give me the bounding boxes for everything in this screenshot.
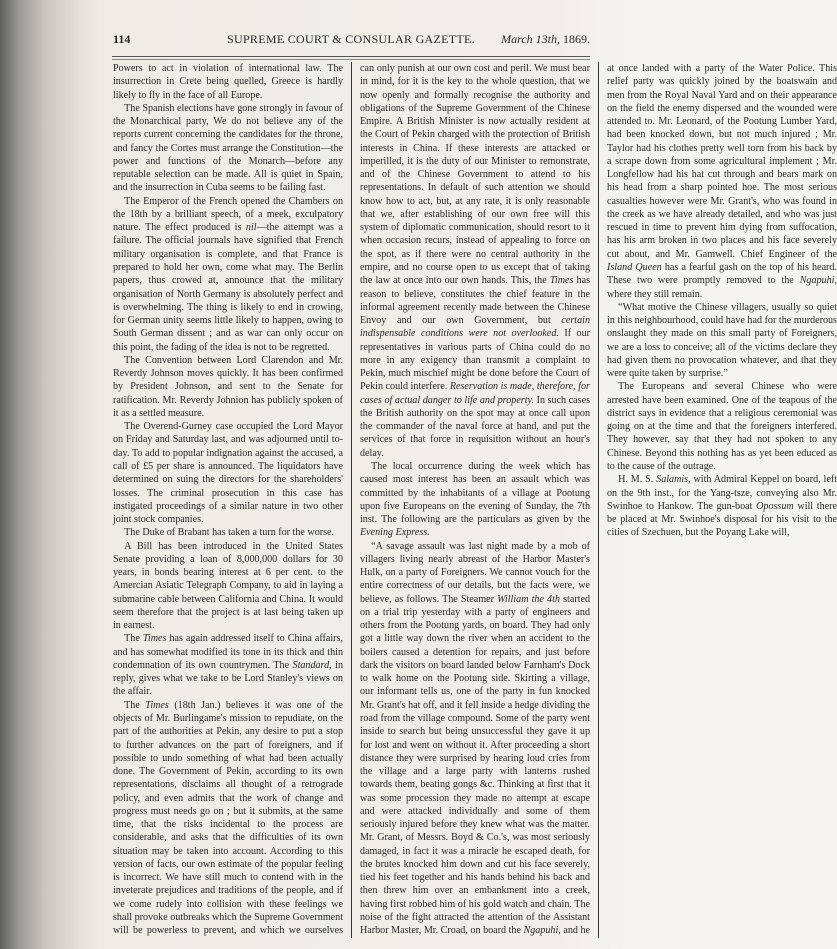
italic-text: certain indispensable conditions were not overlooked. (360, 315, 590, 340)
article-paragraph (607, 380, 837, 473)
article-paragraph (113, 195, 343, 354)
text-run: has reason to believe, constitutes the chief feature in the informal agreement recently made between the Chinese Envoy and our own Government, but (360, 275, 590, 327)
article-paragraph (113, 632, 343, 698)
text-run: “A savage assault was last night made by a mob of villagers living nearly abreast of the Harbor Master's Hulk, on a party of Foreigners. We cannot vouch for the entire correctness of our details, but the facts were, we believe, as follows. The Steamer (360, 540, 590, 605)
italic-text: Times (142, 633, 167, 645)
article-paragraph (113, 354, 343, 420)
text-run: The (124, 699, 146, 711)
article-body (113, 62, 837, 938)
italic-text: Times (549, 275, 574, 287)
text-run: , with Admiral Keppel on board, left on the 9th inst., for the Yang-tsze, conveying also Mr. Swinhoe to Hankow. The gun-boat (607, 474, 837, 512)
text-run: , where they still remain. (607, 275, 837, 300)
text-run: The Convention between Lord Clarendon and Mr. Reverdy Johnson moves quickly. It has been confirmed by President Johnson, and sent to the Senate for ratification. Mr. Reverdy Johnion has publicly spoken of it as a settled measure. (113, 354, 343, 419)
page-number: 114 (113, 32, 131, 46)
text-run: H. M. S. (618, 474, 657, 486)
article-paragraph (113, 420, 343, 526)
issue-date (501, 32, 590, 47)
text-run: The Duke of Brabant has taken a turn for the worse. (124, 527, 335, 539)
header-rule (112, 56, 590, 60)
text-run: (18th Jan.) believes it was one of the objects of Mr. Burlingame's mission to repudiate, on the part of the authorities at Pekin, any desire to put a stop to further advances on the part of foreigners, and if possible to undo something of what had been actually done. The Government of Pekin, according to its own representations, disclaims all thought of a retrograde policy, and even admits that the work of change and progress must needs go on ; but it submits, at the same time, that the risks incidental to the process are considerable, and asks that the difficulties of its own situation may be taken into account. According to this version of facts, our own estimate of the popular feeling is incorrect. We have still much to contend with in the inveterate prejudices and traditions of the people, and if we come rudely into collision with these feelings we shall provoke outbreaks which the Supreme Government will be powerless to prevent, and which we ourselves can only punish at our own cost and peril. We must bear in mind, for it is the key to the whole question, that we now openly and formally recognise the authority and obligations of the Supreme Government of the Chinese Empire. A British Minister is now actually resident at the Court of Pekin charged with the protection of British interests in China. If these interests are attacked or imperilled, it is the duty of our Minister to remonstrate, and of the Chinese Government to attend to his representations. In default of such attention we should know how to act, but, at any rate, it is only reasonable that we, after establishing of our own free will this system of diplomatic communication, should resort to it when occasion recurs, instead of appealing to force on the spot, as if there were no central authority in the empire, and no course open to us except that of taking the law at once into our own hands. This, the (113, 63, 590, 937)
text-run: If our representatives in various parts of China could do no more in any exigency than transmit a complaint to Pekin, much mischief might be done before the Court of Pekin could interfere. (360, 328, 590, 393)
text-run: , and he at once landed with a party of the Water Police. This relief party was quickly joined by the boatswain and men from the Royal Naval Yard and on their appearance on the field the enemy dispersed and the wounded were attended to. Mr. Leonard, of the Pootung Lumber Yard, had been knocked down, but not much injured ; Mr. Taylor had his clothes pretty well torn from his back by a scrape down from some agricultural implement ; Mr. Longfellow had his hat cut through and bears mark on his head from a sharp pointed hoe. The most serious casualties however were Mr. Grant's, who was found in the creek as we have already detailed, and who was just rescued in time to prevent him dying from suffocation, has his arm broken in two places and his face severely cut about, and Mr. Gamwell. Chief Engineer of the (558, 63, 837, 937)
article-paragraph (607, 301, 837, 381)
text-run: has again addressed itself to China affairs, and has somewhat modified its tone in its thick and thin condemnation of its own countrymen. The (113, 633, 343, 671)
article-paragraph (113, 540, 343, 633)
italic-text: Opossum (756, 500, 794, 512)
text-run: —the attempt was a failure. The official journals have signified that French military organisation is complete, and that France is prepared to hold her own, come what may. The Berlin papers, thus crowed at, announce that the military organisation of North Germany is absolutely perfect and is overwhelming. The thing is likely to end in crowing, for German unity seems little likely to happen, owing to South German dissent ; and as war can only occur on this point, the fading of the idea is not to be regretted. (113, 222, 343, 353)
italic-text: Ngapuhi (799, 275, 835, 287)
publication-title: SUPREME COURT & CONSULAR GAZETTE. (227, 32, 475, 46)
italic-text: Reservation is made, therefore, for cases of actual danger to life and property. (360, 381, 590, 406)
text-run: The Spanish elections have gone strongly in favour of the Monarchical party, We do not believe any of the reports current concerning the candidates for the throne, and fancy the Cortes must arrange the Constitution—the power and functions of the Monarch—before any reputable selection can be made. All is quiet in Spain, and the insurrection in Cuba seems to be failing fast. (113, 102, 343, 194)
article-paragraph (607, 473, 837, 539)
text-run: started on a trial trip yesterday with a party of engineers and others from the Pootung yards, on board. They had only got a little way down the river when an accident to the boilers caused a detention for repairs, and just before dark the visitors on board landed below Farnham's Dock to walk home on the Pootung side. Skirting a village, our informant tells us, one of the party in fun knocked Mr. Grant's hat off, and it fell inside a hedge dividing the road from the village compound. Some of the party went inside to search but being unsuccessful they gave it up for lost and went on without it. After proceeding a short distance they were surprised by hearing loud cries from the village and a large party with lanterns rushed towards them, beating gongs &c. Thinking at first that it was some procession they made no attempt at escape and were attacked individually and some of them seriously injured before they knew what was the matter. Mr. Grant, of Messrs. Boyd & Co.'s, was most seriously damaged, in fact it was a miracle he escaped death, for the brutes knocked him down and cut his face severely, tied his feet together and his hands behind his back and then threw him over an embankment into a creek, having first robbed him of his gold watch and chain. The noise of the fight attracted the attention of the Assistant Harbor Master, Mr. Croad, on board the (360, 593, 590, 937)
text-run: In such cases the British authority on the spot may at once call upon the commander of the naval force at hand, and put the services of that force in requisition without an hour's delay. (360, 394, 590, 459)
text-run: has a fearful gash on the top of his heard. These two were promptly removed to the (607, 261, 837, 287)
text-run: The Overend-Gurney case occupied the Lord Mayor on Friday and Saturday last, and was adjourned until to-day. To add to popular indignation against the accused, a call of £5 per share is announced. The liquidators have determined on suing the directors for the shareholders' losses. The criminal prosecution in this case has instigated proceedings of a similar nature in two other joint stock companies. (113, 421, 343, 526)
issue-date-day: March 13th, (501, 32, 560, 46)
italic-text: Times (145, 699, 169, 711)
text-run: Powers to act in violation of international law. The insurrection in Crete being quelled, Greece is hardly likely to fly in the face of all Europe. (113, 63, 343, 101)
italic-text: Evening Express. (360, 527, 430, 539)
article-paragraph (113, 102, 343, 195)
italic-text: William the 4th (497, 593, 560, 605)
italic-text: Standard (292, 659, 330, 671)
article-paragraph (113, 526, 343, 539)
text-run: “What motive the Chinese villagers, usually so quiet in this neighbourhood, could have had for the murderous onslaught they made on this small party of Foreigners, we are a loss to conceive; all of the victims declare they had given them no provocation whatever, and that they were quite taken by surprise.” (607, 301, 837, 380)
italic-text: Island Queen (607, 261, 662, 273)
text-run: A Bill has been introduced in the United States Senate providing a loan of 8,000,000 dollars for 30 years, in bonds bearing interest at 6 per cent. to the Amercian Asiatic Telegraph Company, to aid in laying a submarine cable between California and China. It would seem therefore that the project is at last being taken up in earnest. (113, 540, 343, 632)
italic-text: Ngapuhi (523, 925, 559, 937)
italic-text: nil (245, 222, 257, 234)
text-run: The local occurrence during the week which has caused most interest has been an assault which was committed by the inhabitants of a village at Pootung upon five Europeans on the evening of Sunday, the 7th inst. The following are the particulars as given by the (360, 460, 590, 526)
article-paragraph (360, 460, 590, 540)
text-run: The Emperor of the French opened the Chambers on the 18th by a brilliant speech, of a meek, exculpatory nature. The effect produced is (113, 195, 343, 234)
text-run: , in reply, gives what we take to be Lord Stanley's views on the affair. (113, 659, 343, 698)
italic-text: Salamis (656, 474, 689, 486)
issue-date-year: 1869. (563, 32, 590, 46)
text-run: The Europeans and several Chinese who were arrested have been examined. One of the teapous of the district says in evidence that a religious ceremonial was going on at the time and that the foreigners interfered. They however, say that they had not spoken to any Chinese. Beyond this nothing has as yet been educed as to the cause of the outrage. (607, 381, 837, 472)
text-run: The (124, 633, 143, 645)
article-paragraph (113, 62, 343, 102)
text-run: will there be placed at Mr. Swinhoe's disposal for his visit to the cities of Szechuen, but the Poyang Lake will, (607, 500, 837, 539)
page-header (112, 32, 590, 48)
